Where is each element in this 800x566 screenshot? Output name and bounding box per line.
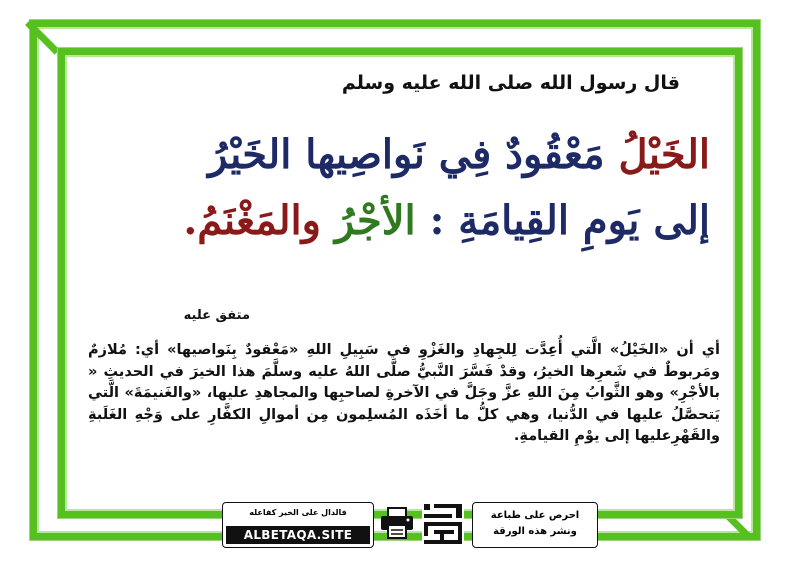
printer-icon: [379, 506, 415, 540]
hadith-source: متفق عليه: [183, 308, 250, 323]
hadith-line-2: [80, 188, 710, 254]
card-content: [80, 60, 720, 500]
hadith-word: الخَيْلُ: [618, 131, 710, 178]
hadith-phrase: مَعْقُودٌ فِي نَواصِيها الخَيْرُ: [208, 131, 619, 178]
hadith-phrase: إلى يَومِ القِيامَةِ :: [415, 197, 710, 244]
hadith-text: [80, 122, 710, 254]
cta-line-2: ونشر هذه الورقة: [493, 526, 577, 537]
tagline: فالدال على الخير كفاعله: [249, 508, 347, 517]
hadith-line-1: [80, 122, 710, 188]
cta-line-1: احرص على طباعة: [490, 510, 580, 521]
albetaqa-logo-icon: [420, 500, 466, 548]
footer-bar: [222, 500, 597, 548]
site-link[interactable]: ALBETAQA.SITE: [226, 526, 370, 544]
hadith-word: الأجْرُ: [334, 197, 416, 244]
cta-box: [472, 502, 598, 548]
explanation-paragraph: أي أن «الخَيْلُ» الَّتي أُعِدَّت لِلجِهادِ والغَزْوِ في سَبِيلِ اللهِ «مَعْقودٌ بِنَواصيها» أي: مُلازمٌ ومَربوطٌ في شَعرِها الخيرُ، وقدْ فَسَّرَ النَّبيُّ صلَّى اللهُ عليه وسلَّمَ هذا الخيرَ في الحديثِ « بالأجْرِ» وهو الثَّوابُ مِنَ اللهِ عزَّ وجَلَّ في الآخرةِ لصاحبِها والمجاهدِ عليها، «والغَنيمَةَ» الَّتي يَتحصَّلُ عليها في الدُّنيا، وهي كلُّ ما أخَذَه المُسلِمون مِن أموالِ الكفَّارِ على وَجْهِ الغَلَبةِ والقَهْرِعليها إلى يوْمِ القيامةِ.: [88, 342, 720, 444]
site-box: [222, 502, 374, 548]
header-line: قال رسول الله صلى الله عليه وسلم: [341, 72, 680, 94]
hadith-phrase: والمَغْنَمُ.: [183, 197, 335, 244]
